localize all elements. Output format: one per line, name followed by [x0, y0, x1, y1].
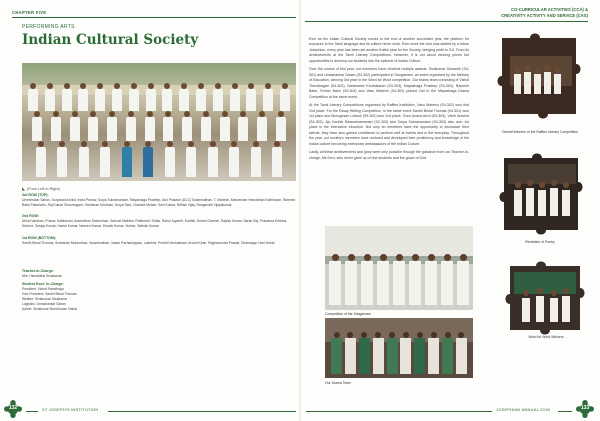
photo-sangamam: [325, 226, 473, 310]
exco-member: Welfare: Sivakumar Sivakumar: [22, 297, 68, 302]
puzzle-caption: Overall Winners of the Raffles Literary Competition: [501, 130, 579, 134]
header-rule-left: [12, 17, 296, 18]
group-caption: ◣ (From Left to Right): [22, 187, 60, 191]
header-rule-right: [305, 21, 588, 22]
group-photo: [22, 63, 296, 181]
puzzle-photo-word-winners: [500, 258, 592, 338]
section-header: [501, 7, 588, 18]
teacher-incharge-name: Mrs. Hemalatha Sivakumar: [22, 274, 62, 279]
header-line: CO-CURRICULAR ACTIVITIES (CCA) &: [511, 7, 588, 12]
row-list-bottom: [22, 236, 296, 246]
page-gutter: [299, 0, 301, 421]
exco-member: Vice-President: Santhi Bimal Thomas: [22, 292, 77, 297]
footer-publication: JOSEPHIAN ANNUAL 2018: [496, 407, 550, 412]
paragraph: Over the course of this year, our members have clinched multiple awards. Sivakumar Sharanth (S4-301) and Umashankar Sahan (S4-302) participated in Sangamam, an event organised by the Ministry of Education, winning 3rd prize in the Word for Word competition. Our teams team consisting of Vishal Thendhagan (S4-302), Naraharish Kirubakaran (S3-303), Mayashaga Pradeep (S4-303), Ramesh Babu, Rohan Babu (S3-304) and Vasu Mahesh (S4-302) placed 2nd in the Mayashaga Drama Competition at the same event.: [309, 67, 469, 99]
exco-member: Logistics: Umashankar Sahan: [22, 302, 66, 307]
exco-label: Student Exco' In-Charge:: [22, 282, 64, 287]
row-label: 1st ROW (BOTTOM):: [22, 236, 57, 240]
row-label: 2nd ROW:: [22, 214, 39, 218]
puzzle-caption: Recitation of Poetry: [525, 240, 555, 244]
paragraph: Ever as the Indian Cultural Society comes to the end of another successful year, the platform for exposure to the Tamil language and its culture never ends. Ever since the club was started by a fellow Josephian, every year has been yet another fruitful year for the Society, bringing pride to SJI. From its achievements at the Tamil Literary Competitions. However, it is not about winning prizes but opportunities to develop our students into the epitome of Indian Culture.: [309, 37, 469, 63]
header-line: CREATIVITY ACTIVITY AND SERVICE (CAS): [501, 12, 588, 18]
section-label: PERFORMING ARTS: [22, 24, 75, 30]
teacher-box: [22, 266, 96, 312]
page-number-left: 132: [8, 405, 18, 411]
footer-rule: [26, 411, 38, 412]
footer-publisher: ST JOSEPH'S INSTITUTION: [42, 407, 99, 412]
footer-rule: [306, 411, 492, 412]
paragraph: At the Tamil Literary Competitions organised by Raffles Institution, Vasu Mahesh (S4-302) won first 2nd place. For the Essay Writing Competition, in the same event Santhi Bimal Thomas (S4-301) won 1st place and Murugesan Lokesh (S5-302) won 2nd place. Guru Anand Arivil (S4-303), Vivek Aravind (S4-302), Aju Karthik Balasubramanian (S2-303) and Surya Subramaniam (S4-303) also won 1st place in the interactive elocution. Not only do members have the opportunity to showcase their talents, they have also gained confidence to perform well at events and in the everyday. Throughout the year, our society's members have nurtured and developed their proficiency and knowledge of the Indian culture becoming exemplary ambassadors of the Indian Culture.: [309, 103, 469, 146]
page-title: Indian Cultural Society: [22, 32, 199, 48]
exco-member: President: Vishal Ramdhaga: [22, 287, 64, 292]
page-number-right: 133: [580, 405, 590, 411]
photo-caption: Competition of the Sangamam: [325, 312, 371, 316]
paragraph: Lastly, all these achievements and glory were only possible through the guidance from our Teacher-in-charge, Ms Devi, who never gave up on the students and the grace of God.: [309, 150, 469, 160]
row-list-top: [22, 193, 296, 208]
puzzle-photo-poetry: [492, 150, 590, 238]
row-names: Santhi Bimal Thomas, Sudeshan Muhunthan, Swaminathan, Vasan Pazhaniappan, Lakshmi, Preethi Venkatesan, Arvind Kiran, Raghavendra Prasad, Dhananjay, Hari Vishal: [22, 241, 275, 246]
row-list-middle: [22, 214, 296, 229]
footer-right: [300, 398, 600, 421]
row-label: 3rd ROW (TOP):: [22, 193, 49, 197]
exco-member: Admin: Sivakumar Muruthuvan Vishal: [22, 307, 77, 312]
footer-left: [0, 398, 300, 421]
puzzle-photo-winners: [492, 30, 590, 126]
photo-caption: Our Drama Team: [325, 381, 351, 385]
puzzle-caption: Word for Word Winners: [528, 335, 564, 339]
row-names: Umeshvikar Sahan, Suryanand Ankit, Indra Pranav, Surya Subramaniam, Mayashaga Pradeep, Arul Prakash (UCC) Swaminathan, T. Mahesh, Maharshan Hearadhan Kathiravan, Ramesh Babu Palanivelu, Raj Kumar Shanmugam, Hariharan Krishnan, Surya Sasi, Chandra Mohan, Sasi Kumar, Nithish Vijay, Ranganath Vijayakumar: [22, 198, 296, 207]
photo-drama-team: [325, 318, 473, 378]
teacher-incharge-label: Teacher-in-Charge:: [22, 269, 54, 273]
article-body: [309, 37, 469, 164]
footer-rule: [108, 411, 296, 412]
footer-rule: [558, 411, 572, 412]
chapter-header: CHAPTER FIVE: [12, 10, 47, 15]
row-names: Abhai Vardhan, Pranav Kathiravan, Aravindhan Sivamohan, Samuel Mathew, Pratheesh Thilak, Rahul Jayanth, Karthik, Sriram Ganesh, Rajesh Kumar, Saran Raj, Prasanna Krishna, Kishore, Sanjay Kumar, Harish Kumar, Naveen Kumar, Dinesh Kumar, Vishnu, Sathish Kumar: [22, 219, 288, 228]
